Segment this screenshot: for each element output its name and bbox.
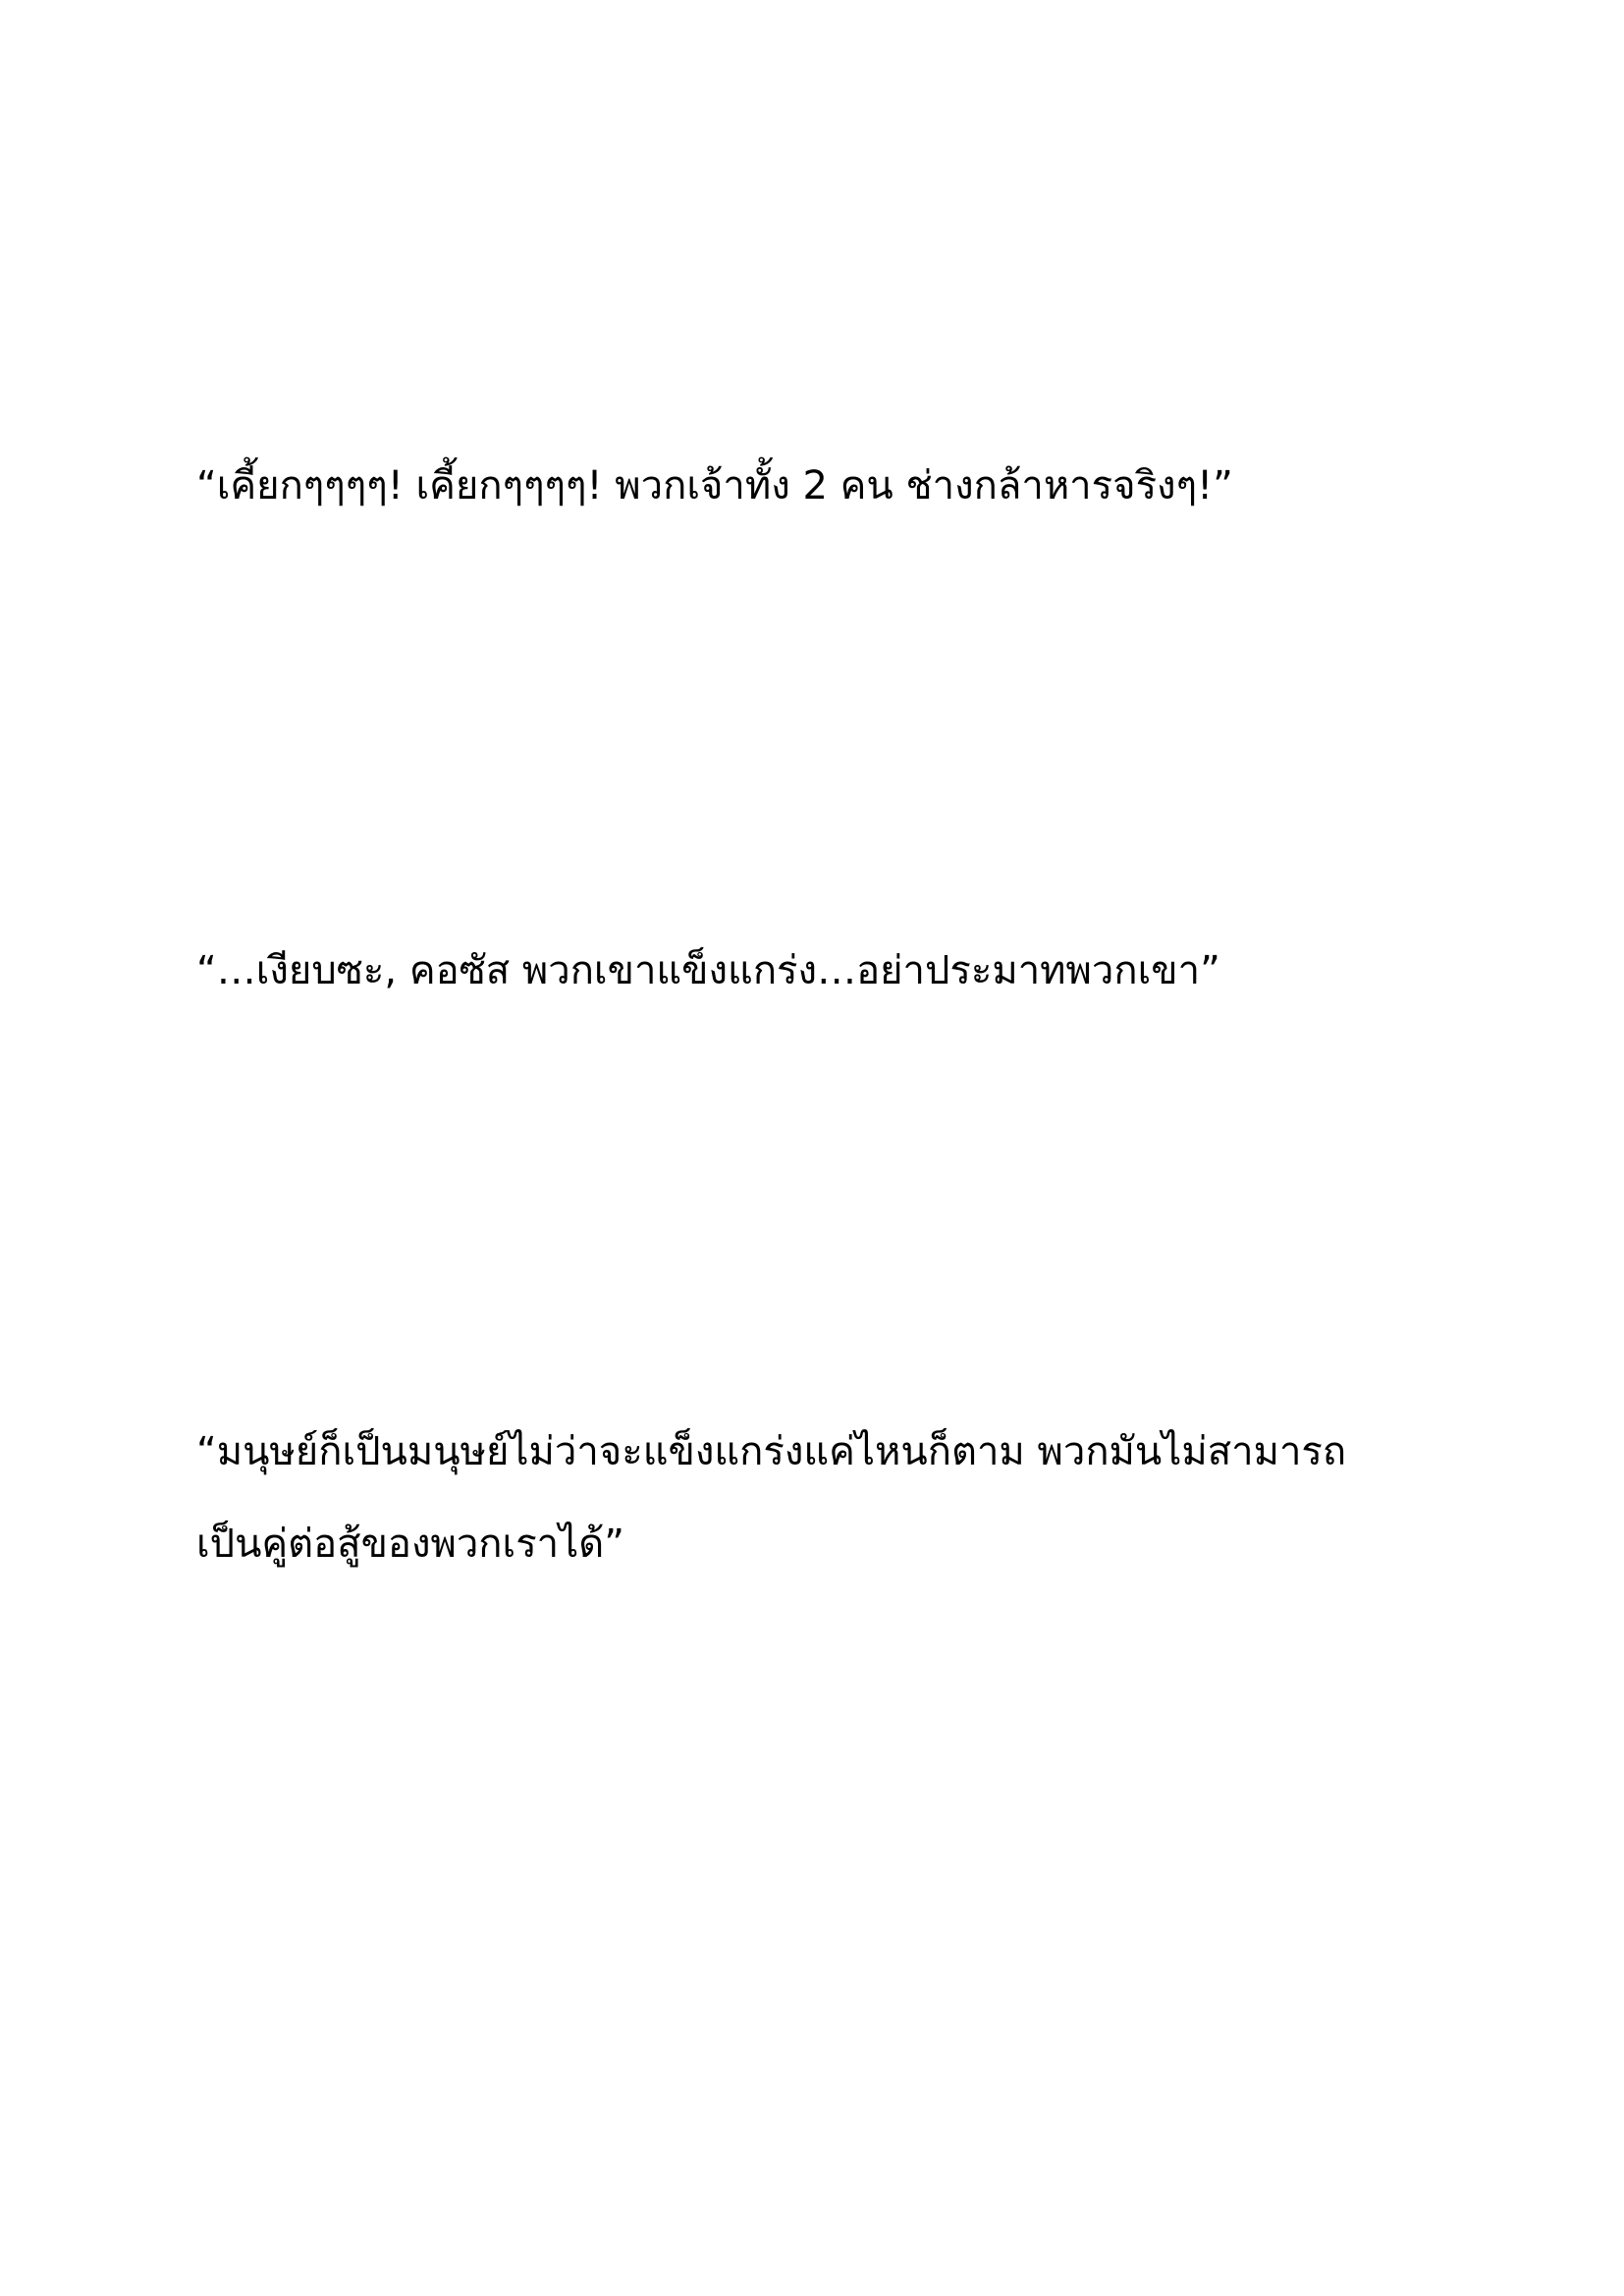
dialogue-paragraph-3 (196, 1406, 1473, 1590)
paragraph-line: “มนุษย์ก็เป็นมนุษย์ไม่ว่าจะแข็งแกร่งแค่ไหนก็ตาม พวกมันไม่สามารถ (196, 1429, 1347, 1474)
paragraph-line: “เคี้ยกๆๆๆๆ! เคี้ยกๆๆๆๆ! พวกเจ้าทั้ง 2 คน ช่างกล้าหารจริงๆ!” (196, 463, 1233, 508)
paragraph-line: เป็นคู่ต่อสู้ของพวกเราได้” (196, 1522, 624, 1567)
paragraph-line: “…เงียบซะ, คอซัส พวกเขาแข็งแกร่ง…อย่าประมาทพวกเขา” (196, 948, 1220, 993)
dialogue-paragraph-2 (196, 925, 1473, 1017)
dialogue-paragraph-1 (196, 440, 1473, 532)
